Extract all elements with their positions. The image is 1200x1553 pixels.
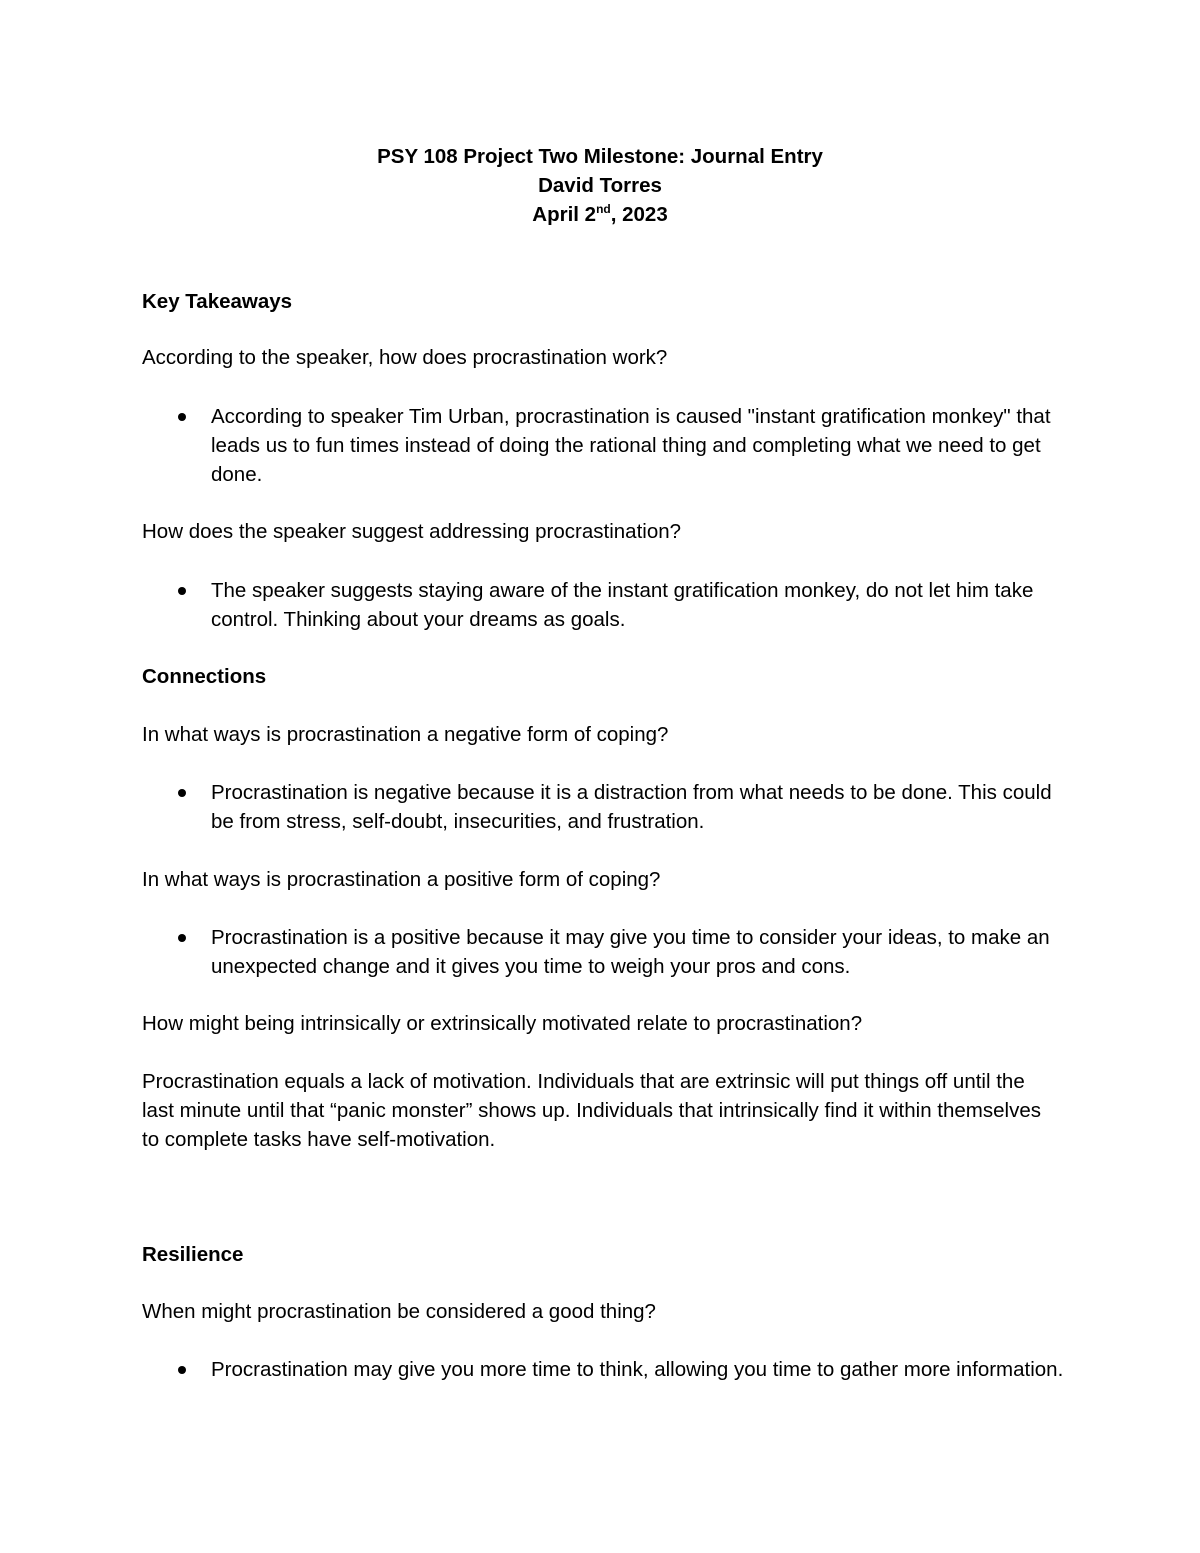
bullet-icon	[178, 413, 186, 421]
question-addressing-procrastination: How does the speaker suggest addressing procrastination?	[142, 520, 682, 543]
section-heading-key-takeaways: Key Takeaways	[142, 290, 293, 313]
date-prefix: April 2	[532, 203, 597, 226]
answer-motivation: Procrastination equals a lack of motivation. Individuals that are extrinsic will put things off until the last minute until that “panic monster” shows up. Individuals that intrinsically find it within themselves to complete tasks have self-motivation.	[142, 1070, 1041, 1151]
answer-good-thing: Procrastination may give you more time to think, allowing you time to gather more information.	[211, 1358, 1064, 1381]
author-name: David Torres	[538, 174, 662, 197]
section-heading-connections: Connections	[142, 665, 267, 688]
section-heading-resilience: Resilience	[142, 1243, 244, 1266]
answer-procrastination-work: According to speaker Tim Urban, procrastination is caused "instant gratification monkey" that leads us to fun times instead of doing the rational thing and completing what we need to get done.	[211, 405, 1051, 486]
document-header	[0, 142, 1200, 229]
question-procrastination-work: According to the speaker, how does procrastination work?	[142, 346, 668, 369]
document-date	[0, 200, 1200, 229]
answer-negative-coping: Procrastination is negative because it is a distraction from what needs to be done. This could be from stress, self-doubt, insecurities, and frustration.	[211, 781, 1052, 833]
question-positive-coping: In what ways is procrastination a positive form of coping?	[142, 868, 661, 891]
document-title: PSY 108 Project Two Milestone: Journal Entry	[377, 145, 823, 168]
question-negative-coping: In what ways is procrastination a negative form of coping?	[142, 723, 669, 746]
date-superscript: nd	[596, 202, 611, 217]
bullet-icon	[178, 789, 186, 797]
answer-positive-coping: Procrastination is a positive because it may give you time to consider your ideas, to make an unexpected change and it gives you time to weigh your pros and cons.	[211, 926, 1050, 978]
date-suffix: , 2023	[610, 203, 668, 226]
question-good-thing: When might procrastination be considered a good thing?	[142, 1300, 656, 1323]
question-motivation: How might being intrinsically or extrinsically motivated relate to procrastination?	[142, 1012, 863, 1035]
bullet-icon	[178, 587, 186, 595]
bullet-icon	[178, 1366, 186, 1374]
answer-addressing-procrastination: The speaker suggests staying aware of the instant gratification monkey, do not let him take control. Thinking about your dreams as goals.	[211, 579, 1034, 631]
bullet-icon	[178, 934, 186, 942]
